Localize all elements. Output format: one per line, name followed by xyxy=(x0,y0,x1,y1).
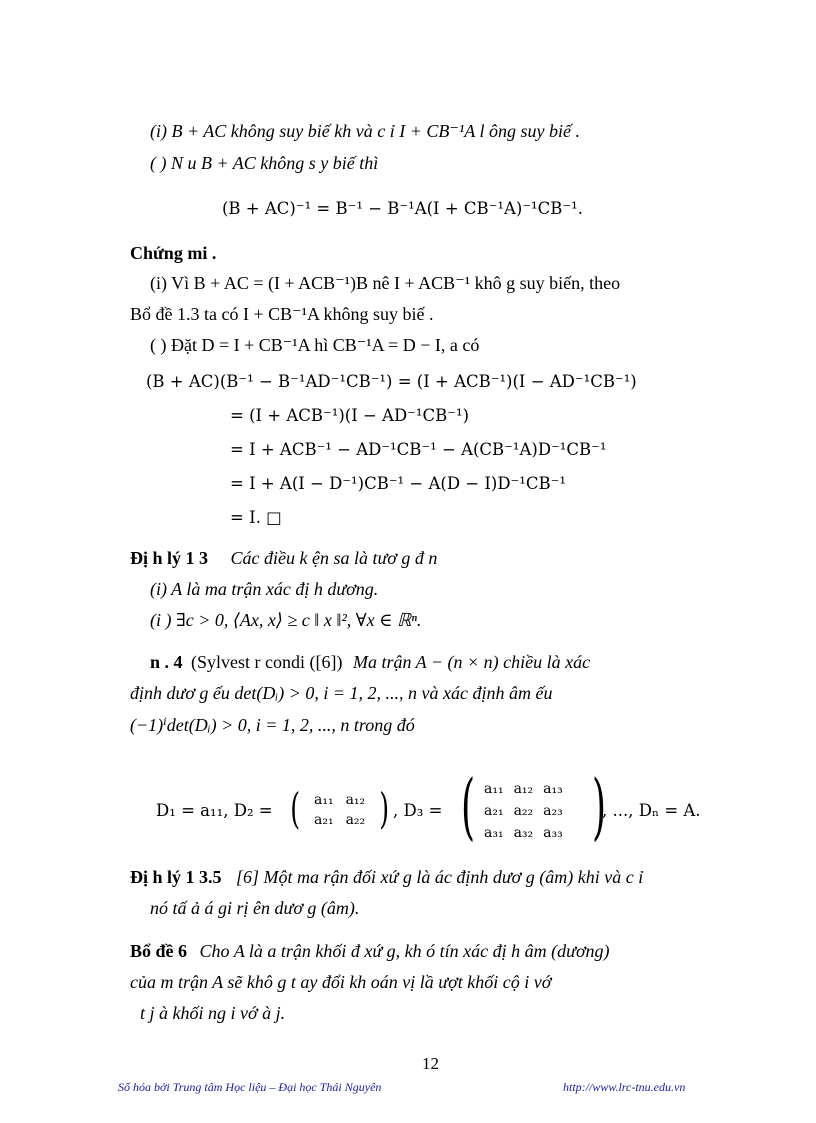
matrix-cell: a₁₁ xyxy=(484,781,504,797)
matrix-cell: a₂₂ xyxy=(345,812,366,828)
sylvester-heading: n . 4 xyxy=(150,652,183,672)
matrix-cell: a₂₁ xyxy=(484,803,504,819)
proof-eq-5: = I. □ xyxy=(230,508,282,527)
lemma-item-ii: ( ) N u B + AC không s y biế thì xyxy=(150,153,379,173)
proof-eq-1: (B + AC)(B⁻¹ − B⁻¹AD⁻¹CB⁻¹) = (I + ACB⁻¹)(I − AD⁻¹CB⁻¹) xyxy=(146,372,637,391)
lemma-6-body: Cho A là a trận khối đ xứ g, kh ó tín xác đị h âm (dương) xyxy=(199,941,610,961)
lemma-item-i: (i) B + AC không suy biế kh và c ỉ I + CB⁻¹A l ông suy biế . xyxy=(150,121,580,141)
proof-heading: Chứng mi . xyxy=(130,243,217,263)
theorem-1-3-5-line-2: nó tấ ả á gi rị ên dươ g (âm). xyxy=(150,898,360,918)
lemma-6-line-2: của m trận A sẽ khô g t ay đổi kh oán vị lầ ượt khối cộ i vớ xyxy=(130,972,552,992)
matrix3-left-paren: ( xyxy=(461,764,476,848)
footer-source: Số hóa bởi Trung tâm Học liệu – Đại học Thái Nguyên xyxy=(118,1080,382,1094)
proof-line-2: Bổ đề 1.3 ta có I + CB⁻¹A không suy biế . xyxy=(130,304,434,324)
theorem-1-3-5-body: [6] Một ma rận đối xứ g là ác định dươ g (âm) khi và c ỉ xyxy=(236,867,644,887)
matrix-cell: a₁₁ xyxy=(314,792,334,808)
lemma-6 xyxy=(130,940,610,962)
matrix-cell: a₃₃ xyxy=(543,825,563,841)
proof-line-1: (i) Vì B + AC = (I + ACB⁻¹)B nê I + ACB⁻¹ khô g suy biến, theo xyxy=(150,273,621,293)
lemma-6-line-3: t j à khối ng i vớ à j. xyxy=(140,1003,286,1023)
matrix-cell: a₁₂ xyxy=(513,781,534,797)
lemma-equation: (B + AC)⁻¹ = B⁻¹ − B⁻¹A(I + CB⁻¹A)⁻¹CB⁻¹. xyxy=(222,199,583,218)
matrix2-left-paren: ( xyxy=(290,784,301,833)
matrix-cell: a₂₃ xyxy=(543,803,563,819)
sylvester-line-1 xyxy=(150,651,590,673)
determinant-mid: , D₃ = xyxy=(393,801,443,820)
determinant-prefix: D₁ = a₁₁, D₂ = xyxy=(156,801,273,820)
matrix-3x3 xyxy=(484,778,563,844)
matrix3-right-paren: ) xyxy=(592,764,607,848)
theorem-1-3-body: Các điều k ện sa là tươ g đ n xyxy=(230,548,438,568)
page-number: 12 xyxy=(422,1054,439,1073)
matrix-cell: a₃₂ xyxy=(513,825,534,841)
matrix-cell: a₁₃ xyxy=(543,781,563,797)
proof-eq-4: = I + A(I − D⁻¹)CB⁻¹ − A(D − I)D⁻¹CB⁻¹ xyxy=(230,474,566,493)
matrix-cell: a₁₂ xyxy=(345,792,366,808)
matrix2-right-paren: ) xyxy=(379,784,390,833)
matrix-2x2 xyxy=(314,792,365,828)
proof-eq-3: = I + ACB⁻¹ − AD⁻¹CB⁻¹ − A(CB⁻¹A)D⁻¹CB⁻¹ xyxy=(230,440,607,459)
sylvester-body: Ma trận A − (n × n) chiều là xác xyxy=(352,652,591,672)
footer-url[interactable]: http://www.lrc-tnu.edu.vn xyxy=(563,1080,686,1094)
theorem-1-3-heading: Đị h lý 1 3 xyxy=(130,548,209,568)
matrix-cell: a₂₂ xyxy=(513,803,534,819)
sylvester-line-2: định dươ g ếu det(Dᵢ) > 0, i = 1, 2, ..., n và xác định âm ếu xyxy=(130,683,553,703)
proof-line-3: ( ) Đặt D = I + CB⁻¹A hì CB⁻¹A = D − I, a có xyxy=(150,335,480,355)
matrix-cell: a₂₁ xyxy=(314,812,334,828)
theorem-1-3-item-ii: (i ) ∃c > 0, ⟨Ax, x⟩ ≥ c ‖ x ‖², ∀x ∈ ℝⁿ. xyxy=(150,610,422,630)
determinant-suffix: , ..., Dₙ = A. xyxy=(602,801,701,820)
proof-eq-2: = (I + ACB⁻¹)(I − AD⁻¹CB⁻¹) xyxy=(230,406,470,425)
lemma-6-heading: Bổ đề 6 xyxy=(130,941,188,961)
theorem-1-3-5 xyxy=(130,866,643,888)
sylvester-condition: (Sylvest r condi ([6]) xyxy=(191,652,343,672)
theorem-1-3 xyxy=(130,547,437,569)
matrix-cell: a₃₁ xyxy=(484,825,504,841)
theorem-1-3-item-i: (i) A là ma trận xác đị h dương. xyxy=(150,579,379,599)
sylvester-line-3: (−1)ⁱdet(Dᵢ) > 0, i = 1, 2, ..., n trong đó xyxy=(130,715,415,735)
theorem-1-3-5-heading: Đị h lý 1 3.5 xyxy=(130,867,222,887)
